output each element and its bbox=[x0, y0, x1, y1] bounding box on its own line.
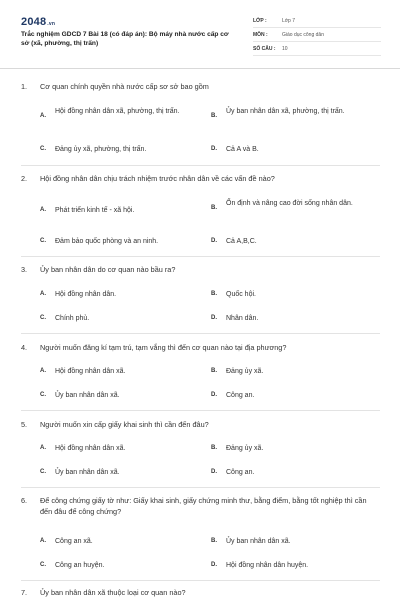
option-letter: D. bbox=[211, 562, 217, 568]
question-divider bbox=[21, 487, 380, 488]
option-text: Đảng ủy xã, phường, thị trấn. bbox=[55, 146, 147, 153]
option-text: Quốc hội. bbox=[226, 291, 256, 298]
option-text: Công an huyện. bbox=[55, 562, 105, 569]
option-text: Công an. bbox=[226, 392, 255, 399]
meta-label: LỚP : bbox=[253, 17, 267, 24]
question-divider bbox=[21, 410, 380, 411]
option-letter: C. bbox=[40, 392, 46, 398]
question-number: 7. bbox=[21, 588, 28, 597]
option-letter: D. bbox=[211, 315, 217, 321]
question-number: 5. bbox=[21, 420, 28, 429]
option-letter: B. bbox=[211, 113, 217, 119]
option-letter: D. bbox=[211, 392, 217, 398]
meta-row-grade bbox=[253, 14, 381, 28]
option-text: Ủy ban nhân dân xã. bbox=[226, 538, 291, 545]
option-letter: A. bbox=[40, 538, 46, 544]
option-text: Phát triển kinh tế - xã hội. bbox=[55, 207, 135, 214]
option-letter: C. bbox=[40, 315, 46, 321]
option-letter: D. bbox=[211, 146, 217, 152]
option-text: Hội đồng nhân dân xã. bbox=[55, 368, 126, 375]
question-number: 1. bbox=[21, 82, 28, 91]
option-letter: C. bbox=[40, 562, 46, 568]
question-number: 6. bbox=[21, 496, 28, 505]
question-divider bbox=[21, 256, 380, 257]
option-text: Chính phủ. bbox=[55, 315, 90, 322]
option-letter: A. bbox=[40, 291, 46, 297]
meta-value: Lớp 7 bbox=[282, 17, 296, 24]
page-header bbox=[0, 0, 400, 69]
option-letter: D. bbox=[211, 238, 217, 244]
option-text: Ủy ban nhân dân xã, phường, thị trấn. bbox=[226, 108, 345, 115]
meta-value: 10 bbox=[282, 45, 288, 52]
question-divider bbox=[21, 165, 380, 166]
quiz-meta bbox=[253, 14, 381, 56]
meta-label: MÔN : bbox=[253, 31, 268, 38]
option-letter: D. bbox=[211, 469, 217, 475]
option-text: Đảm bảo quốc phòng và an ninh. bbox=[55, 238, 159, 245]
option-letter: C. bbox=[40, 469, 46, 475]
option-text: Cả A,B,C. bbox=[226, 238, 257, 245]
question-number: 2. bbox=[21, 174, 28, 183]
meta-value: Giáo dục công dân bbox=[282, 31, 324, 38]
meta-row-subject bbox=[253, 28, 381, 42]
question-number: 4. bbox=[21, 343, 28, 352]
option-text: Ủy ban nhân dân xã. bbox=[55, 469, 120, 476]
question-text: Hội đồng nhân dân chịu trách nhiệm trước nhân dân về các vấn đề nào? bbox=[40, 174, 275, 183]
question-text: Ủy ban nhân dân xã thuộc loại cơ quan nào? bbox=[40, 588, 186, 597]
page-title: Trắc nghiệm GDCD 7 Bài 18 (có đáp án): Bộ máy nhà nước cấp cơ sở (xã, phường, thị trấn) bbox=[21, 31, 229, 47]
option-letter: B. bbox=[211, 538, 217, 544]
question-text: Để công chứng giấy tờ như: Giấy khai sinh, giấy chứng minh thư, bằng điểm, bằng tốt nghiệp thì cần đến đâu để công chứng? bbox=[40, 496, 367, 516]
option-letter: C. bbox=[40, 238, 46, 244]
question-divider bbox=[21, 333, 380, 334]
question-text: Cơ quan chính quyền nhà nước cấp sơ sở bao gồm bbox=[40, 82, 209, 91]
option-letter: A. bbox=[40, 207, 46, 213]
meta-row-count bbox=[253, 42, 381, 56]
option-letter: B. bbox=[211, 205, 217, 211]
option-text: Ủy ban nhân dân xã. bbox=[55, 392, 120, 399]
option-text: Hội đồng nhân dân xã. bbox=[55, 445, 126, 452]
question-divider bbox=[21, 580, 380, 581]
option-text: Công an. bbox=[226, 469, 255, 476]
question-text: Người muốn xin cấp giấy khai sinh thì cần đến đâu? bbox=[40, 420, 209, 429]
option-letter: A. bbox=[40, 445, 46, 451]
question-number: 3. bbox=[21, 265, 28, 274]
option-letter: C. bbox=[40, 146, 46, 152]
option-letter: A. bbox=[40, 113, 46, 119]
question-text: Ủy ban nhân dân do cơ quan nào bầu ra? bbox=[40, 265, 176, 274]
option-letter: B. bbox=[211, 445, 217, 451]
question-text: Người muốn đăng kí tạm trú, tạm vắng thì đến cơ quan nào tại địa phương? bbox=[40, 343, 287, 352]
option-letter: A. bbox=[40, 368, 46, 374]
option-text: Công an xã. bbox=[55, 538, 93, 545]
option-text: Đảng ủy xã. bbox=[226, 445, 264, 452]
option-letter: B. bbox=[211, 368, 217, 374]
option-text: Đảng ủy xã. bbox=[226, 368, 264, 375]
option-text: Cả A và B. bbox=[226, 146, 259, 153]
site-logo[interactable]: 2048.vn bbox=[21, 16, 56, 28]
option-text: Nhân dân. bbox=[226, 315, 259, 322]
option-letter: B. bbox=[211, 291, 217, 297]
option-text: Ổn định và nâng cao đời sống nhân dân. bbox=[226, 200, 353, 207]
option-text: Hội đồng nhân dân. bbox=[55, 291, 117, 298]
option-text: Hội đồng nhân dân xã, phường, thị trấn. bbox=[55, 108, 180, 115]
meta-label: SỐ CÂU : bbox=[253, 45, 276, 52]
option-text: Hội đồng nhân dân huyện. bbox=[226, 562, 309, 569]
